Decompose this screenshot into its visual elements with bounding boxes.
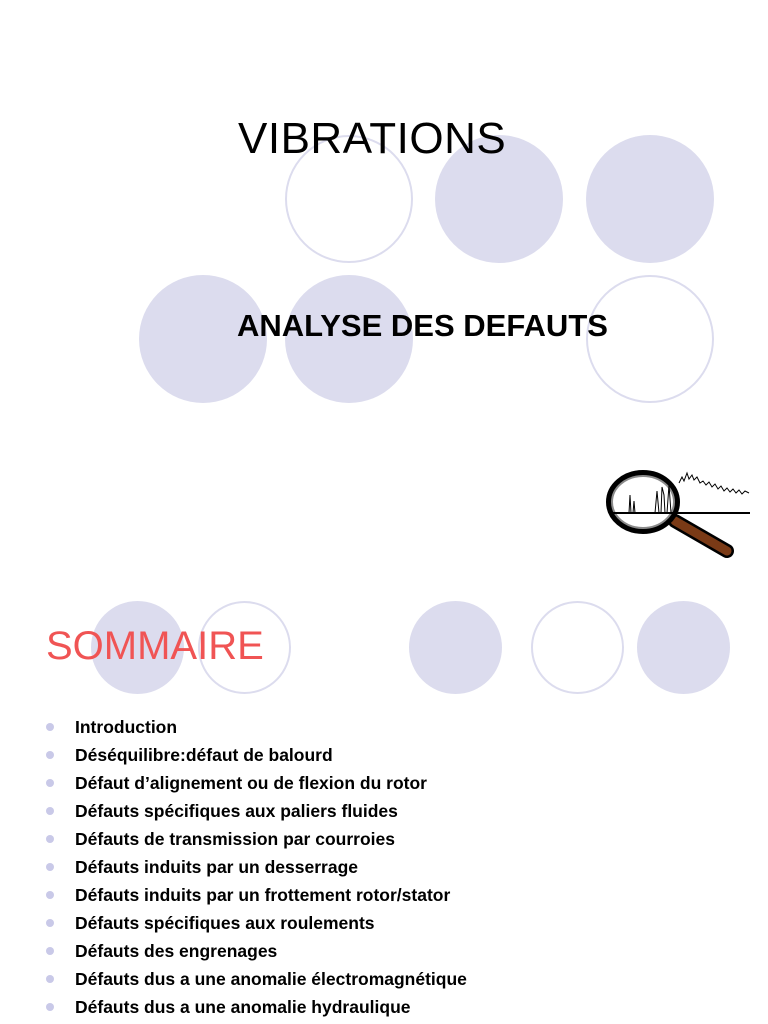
list-item-label: Défaut d’alignement ou de flexion du rotor <box>75 773 427 793</box>
decor-circle <box>409 601 502 694</box>
list-item <box>46 825 467 853</box>
bullet-icon <box>46 947 54 955</box>
list-item <box>46 769 467 797</box>
slide-title: VIBRATIONS <box>238 114 507 163</box>
bullet-icon <box>46 723 54 731</box>
bullet-icon <box>46 975 54 983</box>
bullet-icon <box>46 779 54 787</box>
magnifying-glass-icon <box>603 465 753 560</box>
bullet-icon <box>46 751 54 759</box>
list-item-label: Défauts spécifiques aux paliers fluides <box>75 801 398 821</box>
list-item <box>46 909 467 937</box>
list-item-label: Introduction <box>75 717 178 737</box>
sommaire-title: SOMMAIRE <box>46 624 264 668</box>
list-item-label: Défauts induits par un desserrage <box>75 857 358 877</box>
list-item <box>46 881 467 909</box>
list-item-label: Défauts de transmission par courroies <box>75 829 395 849</box>
list-item-label: Déséquilibre:défaut de balourd <box>75 745 333 765</box>
decor-circle <box>531 601 624 694</box>
list-item-label: Défauts spécifiques aux roulements <box>75 913 375 933</box>
list-item-label: Défauts induits par un frottement rotor/stator <box>75 885 451 905</box>
decor-circle <box>637 601 730 694</box>
bullet-icon <box>46 919 54 927</box>
list-item <box>46 853 467 881</box>
decor-circle <box>586 135 714 263</box>
bullet-icon <box>46 807 54 815</box>
list-item-label: Défauts dus a une anomalie hydraulique <box>75 997 411 1017</box>
list-item <box>46 937 467 965</box>
bullet-icon <box>46 1003 54 1011</box>
bullet-icon <box>46 891 54 899</box>
list-item <box>46 965 467 993</box>
list-item-label: Défauts des engrenages <box>75 941 278 961</box>
slide-subtitle: ANALYSE DES DEFAUTS <box>237 308 608 343</box>
list-item <box>46 797 467 825</box>
bullet-icon <box>46 835 54 843</box>
list-item <box>46 993 467 1021</box>
bullet-icon <box>46 863 54 871</box>
table-of-contents <box>46 713 467 1021</box>
list-item <box>46 741 467 769</box>
list-item <box>46 713 467 741</box>
list-item-label: Défauts dus a une anomalie électromagnétique <box>75 969 467 989</box>
